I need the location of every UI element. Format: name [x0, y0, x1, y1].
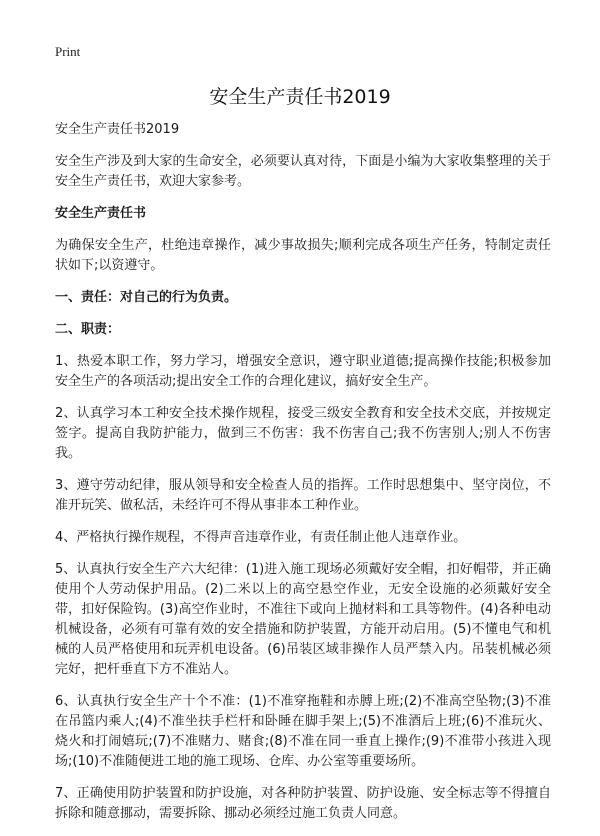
duty-item-6: 6、认真执行安全生产十个不准：(1)不准穿拖鞋和赤膊上班;(2)不准高空坠物;(3)不准在吊篮内乘人;(4)不准坐扶手栏杆和卧睡在脚手架上;(5)不准酒后上班;(6)不准玩火、烧火和打闹嬉玩;(7)不准赌力、赌食;(8)不准在同一垂直上操作;(9)不准带小孩进入现场;(10)不准随便进工地的施工现场、仓库、办公室等重要场所。 [55, 694, 551, 769]
heading-responsibility: 一、责任：对自己的行为负责。 [55, 290, 238, 305]
duty-item-3: 3、遵守劳动纪律，服从领导和安全检查人员的指挥。工作时思想集中、坚守岗位，不准开玩笑、做私活，未经许可不得从事非本工种作业。 [55, 478, 551, 513]
paragraph-intro: 安全生产涉及到大家的生命安全，必须要认真对待，下面是小编为大家收集整理的关于安全生产责任书，欢迎大家参考。 [55, 154, 551, 189]
duty-item-2: 2、认真学习本工种安全技术操作规程，接受三级安全教育和安全技术交底，并按规定签字。提高自我防护能力，做到三不伤害：我不伤害自己;我不伤害别人;别人不伤害我。 [55, 406, 551, 461]
duty-item-7: 7、正确使用防护装置和防护设施，对各种防护装置、防护设施、安全标志等不得擅自拆除和随意挪动，需要拆除、挪动必须经过施工负责人同意。 [55, 786, 551, 821]
section-heading: 安全生产责任书 [55, 206, 147, 221]
document-body [55, 120, 551, 836]
duty-item-4: 4、严格执行操作规程，不得声音违章作业，有责任制止他人违章作业。 [55, 530, 467, 545]
paragraph-subtitle: 安全生产责任书2019 [55, 122, 180, 137]
heading-duties: 二、职责： [55, 322, 121, 337]
duty-item-1: 1、热爱本职工作，努力学习，增强安全意识，遵守职业道德;提高操作技能;积极参加安全生产的各项活动;提出安全工作的合理化建议，搞好安全生产。 [55, 354, 551, 389]
print-link[interactable]: Print [55, 44, 81, 59]
document-title: 安全生产责任书2019 [209, 86, 391, 108]
duty-item-5: 5、认真执行安全生产六大纪律：(1)进入施工现场必须戴好安全帽，扣好帽带，并正确使用个人劳动保护用品。(2)二米以上的高空悬空作业，无安全设施的必须戴好安全带，扣好保险钩。(3)高空作业时，不准往下或向上抛材料和工具等物件。(4)各种电动机械设备，必须有可靠有效的安全措施和防护装置，方能开动启用。(5)不懂电气和机械的人员严格使用和玩弄机电设备。(6)吊装区域非操作人员严禁入内。吊装机械必须完好，把杆垂直下方不准站人。 [55, 562, 551, 677]
paragraph-purpose: 为确保安全生产，杜绝违章操作，减少事故损失;顺利完成各项生产任务，特制定责任状如下;以资遵守。 [55, 238, 551, 273]
